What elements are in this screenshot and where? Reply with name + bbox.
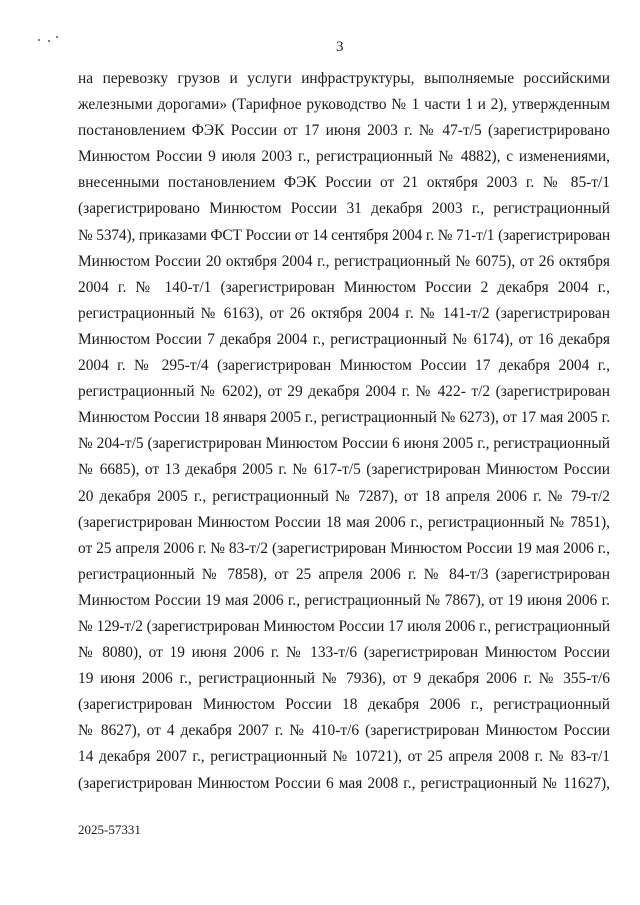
text-line: № 8080), от 19 июня 2006 г. № 133-т/6 (зарегистрирован Минюстом России bbox=[78, 644, 610, 662]
footer-document-code: 2025-57331 bbox=[78, 822, 141, 837]
page-number: 3 bbox=[336, 39, 344, 55]
text-line: Минюстом России 7 декабря 2004 г., регистрационный № 6174), от 16 декабря bbox=[78, 330, 610, 348]
text-line: (зарегистрировано Минюстом России 31 декабря 2003 г., регистрационный bbox=[78, 200, 610, 218]
text-line: (зарегистрирован Минюстом России 6 мая 2008 г., регистрационный № 11627), bbox=[78, 774, 610, 792]
text-line: Минюстом России 9 июля 2003 г., регистрационный № 4882), с изменениями, bbox=[78, 148, 610, 166]
text-line: № 204-т/5 (зарегистрирован Минюстом России 6 июня 2005 г., регистрационный bbox=[78, 435, 610, 453]
body-text bbox=[78, 66, 610, 797]
text-line: от 25 апреля 2006 г. № 83-т/2 (зарегистрирован Минюстом России 19 мая 2006 г., bbox=[78, 539, 610, 557]
text-line: (зарегистрирован Минюстом России 18 мая 2006 г., регистрационный № 7851), bbox=[78, 513, 610, 531]
text-line: 19 июня 2006 г., регистрационный № 7936), от 9 декабря 2006 г. № 355-т/6 bbox=[78, 670, 610, 688]
text-line: 14 декабря 2007 г., регистрационный № 10721), от 25 апреля 2008 г. № 83-т/1 bbox=[78, 748, 610, 766]
text-line: регистрационный № 7858), от 25 апреля 2006 г. № 84-т/3 (зарегистрирован bbox=[78, 565, 610, 583]
text-line: № 8627), от 4 декабря 2007 г. № 410-т/6 (зарегистрирован Минюстом России bbox=[78, 722, 610, 740]
text-line: железными дорогами» (Тарифное руководство № 1 части 1 и 2), утвержденным bbox=[78, 96, 610, 114]
text-line: 20 декабря 2005 г., регистрационный № 7287), от 18 апреля 2006 г. № 79-т/2 bbox=[78, 487, 610, 505]
text-line: внесенными постановлением ФЭК России от 21 октября 2003 г. № 85-т/1 bbox=[78, 174, 610, 192]
text-line: Минюстом России 20 октября 2004 г., регистрационный № 6075), от 26 октября bbox=[78, 252, 610, 270]
text-line: постановлением ФЭК России от 17 июня 2003 г. № 47-т/5 (зарегистрировано bbox=[78, 122, 610, 140]
text-line: регистрационный № 6202), от 29 декабря 2004 г. № 422- т/2 (зарегистрирован bbox=[78, 383, 610, 401]
text-line: Минюстом России 18 января 2005 г., регистрационный № 6273), от 17 мая 2005 г. bbox=[78, 409, 610, 427]
text-line: регистрационный № 6163), от 26 октября 2004 г. № 141-т/2 (зарегистрирован bbox=[78, 304, 610, 322]
text-line: Минюстом России 19 мая 2006 г., регистрационный № 7867), от 19 июня 2006 г. bbox=[78, 591, 610, 609]
text-line: № 6685), от 13 декабря 2005 г. № 617-т/5 (зарегистрирован Минюстом России bbox=[78, 461, 610, 479]
text-line: 2004 г. № 295-т/4 (зарегистрирован Минюстом России 17 декабря 2004 г., bbox=[78, 357, 610, 375]
scan-specks bbox=[38, 34, 62, 42]
text-line: (зарегистрирован Минюстом России 18 декабря 2006 г., регистрационный bbox=[78, 696, 610, 714]
text-line: на перевозку грузов и услуги инфраструктуры, выполняемые российскими bbox=[78, 70, 610, 87]
text-line: № 5374), приказами ФСТ России от 14 сентября 2004 г. № 71-т/1 (зарегистрирован bbox=[78, 226, 610, 244]
text-line: 2004 г. № 140-т/1 (зарегистрирован Минюстом России 2 декабря 2004 г., bbox=[78, 278, 610, 296]
text-line: № 129-т/2 (зарегистрирован Минюстом России 17 июля 2006 г., регистрационный bbox=[78, 617, 610, 635]
